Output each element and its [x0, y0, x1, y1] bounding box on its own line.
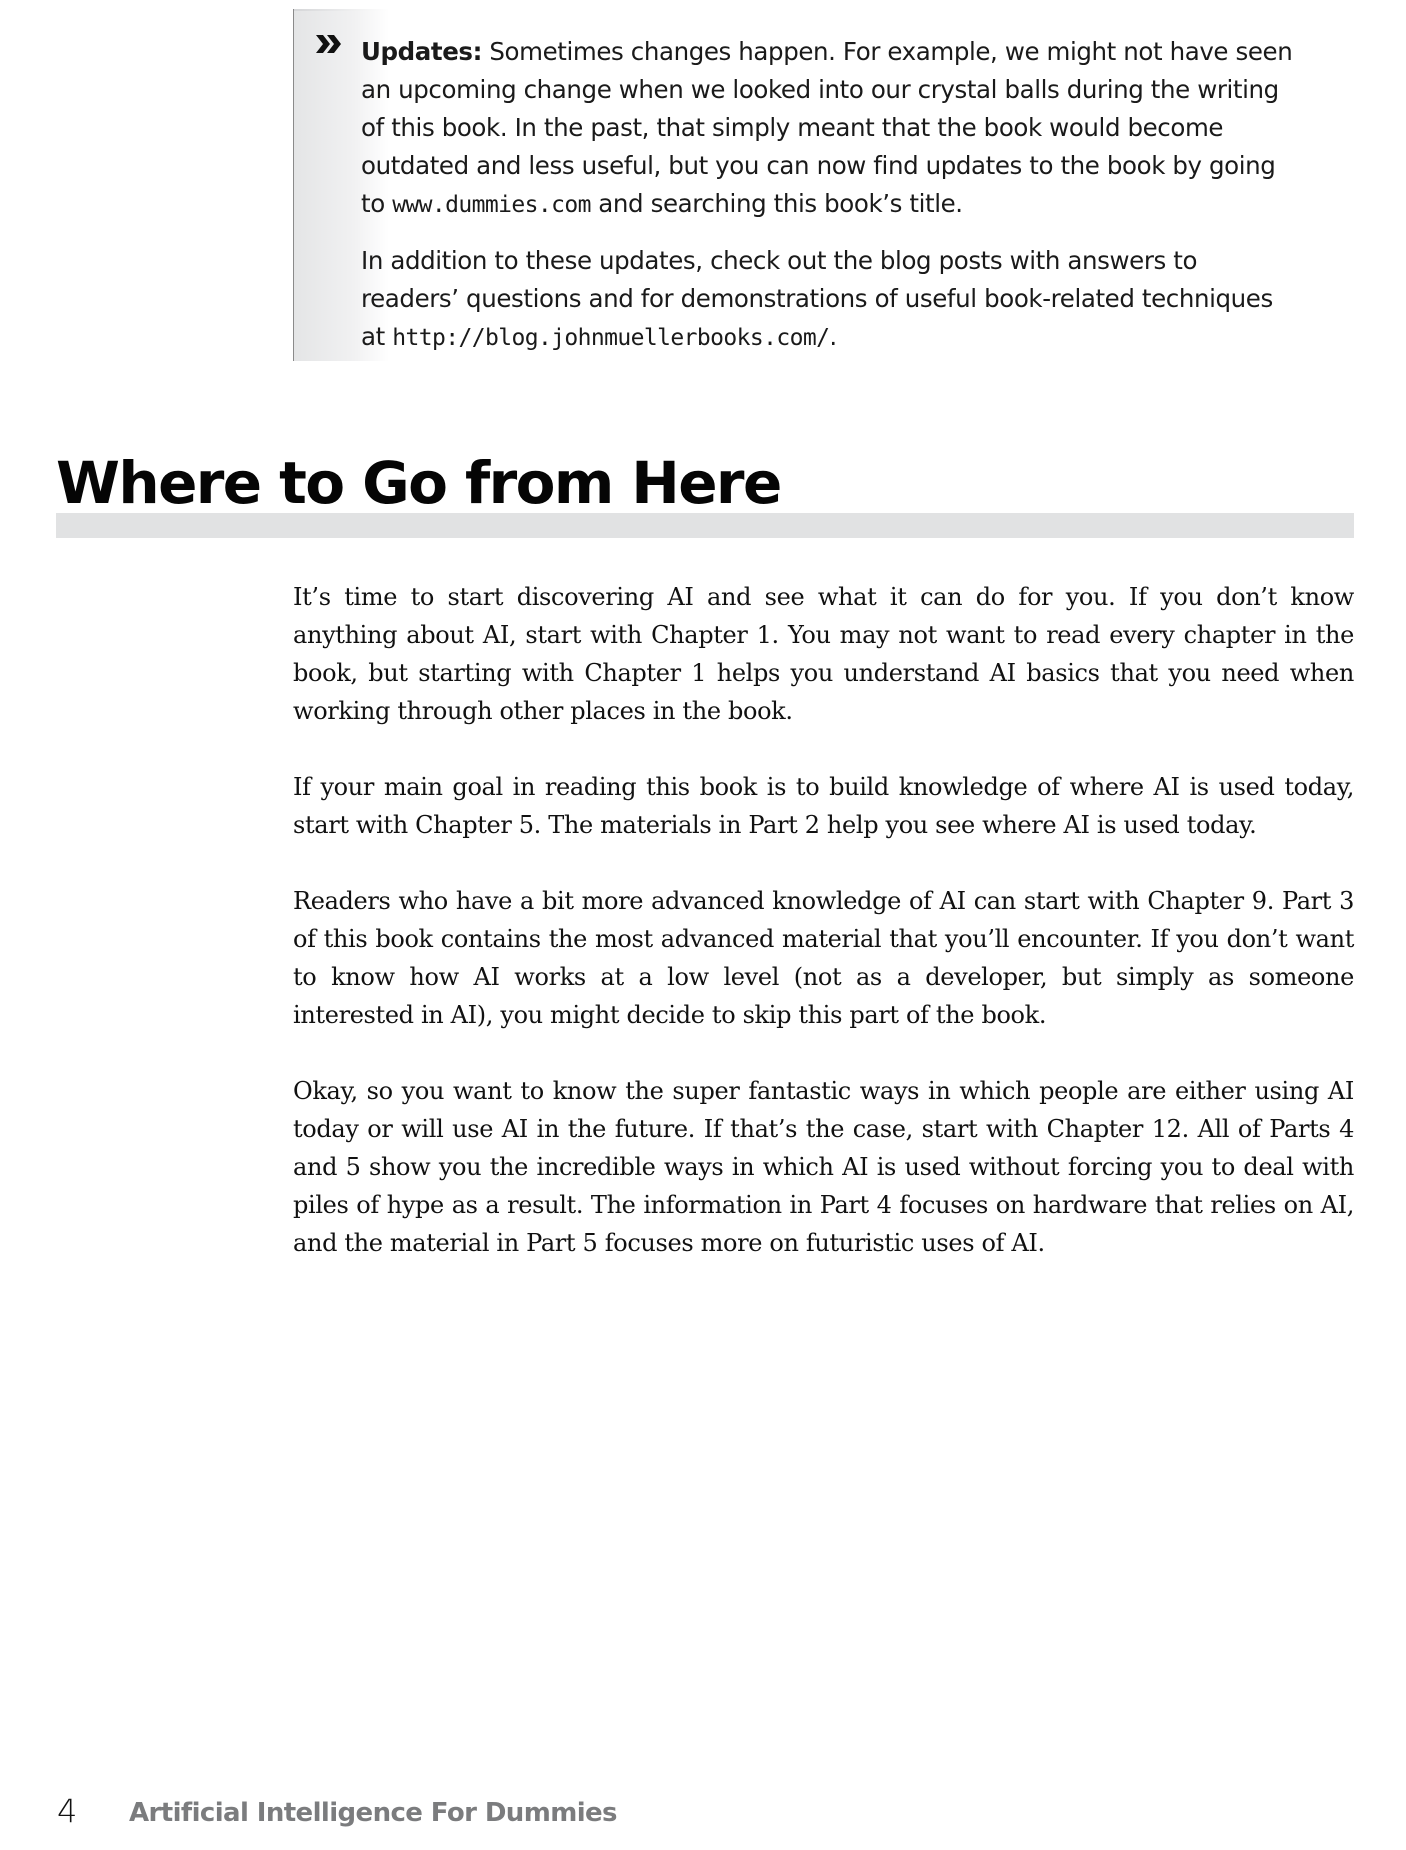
page-number: 4 — [57, 1792, 78, 1830]
tip-label: Updates: — [361, 37, 483, 66]
section-heading: Where to Go from Here — [56, 449, 781, 517]
body-paragraph: It’s time to start discovering AI and see what it can do for you. If you don’t know anything about AI, start with Chapter 1. You may not want to read every chapter in the book, but starting with Chapter 1 helps you understand AI basics that you need when working through other places in the book. — [293, 583, 1354, 725]
running-book-title: Artificial Intelligence For Dummies — [129, 1798, 617, 1828]
tip-paragraph-blog — [361, 242, 1301, 357]
body-paragraph: If your main goal in reading this book is to build knowledge of where AI is used today, start with Chapter 5. The materials in Part 2 help you see where AI is used today. — [293, 773, 1354, 839]
body-paragraph: Readers who have a bit more advanced knowledge of AI can start with Chapter 9. Part 3 of this book contains the most advanced material that you’ll encounter. If you don’t want to know how AI works at a low level (not as a developer, but simply as someone interested in AI), you might decide to skip this part of the book. — [293, 887, 1354, 1029]
tip-text-segment: and searching this book’s title. — [590, 189, 963, 218]
body-paragraph: Okay, so you want to know the super fantastic ways in which people are either using AI today or will use AI in the future. If that’s the case, start with Chapter 12. All of Parts 4 and 5 show you the incredible ways in which AI is used without forcing you to deal with piles of hype as a result. The information in Part 4 focuses on hardware that relies on AI, and the material in Part 5 focuses more on futuristic uses of AI. — [293, 1077, 1354, 1257]
tip-text — [361, 33, 1301, 357]
section-body — [293, 578, 1354, 1300]
tip-text-segment: Sometimes changes happen. For example, we might not have seen an upcoming change when we looked into our crystal balls during the writing of this book. In the past, that simply meant that the book would become outdated and less useful, but you can now find updates to the book by going to — [361, 37, 1293, 218]
double-chevron-right-icon — [314, 33, 344, 55]
dummies-link[interactable]: www.dummies.com — [392, 192, 591, 218]
tip-paragraph-updates — [361, 33, 1301, 224]
tip-text-segment: . — [829, 322, 837, 351]
updates-tip-box — [293, 9, 1364, 361]
blog-link[interactable]: http://blog.johnmuellerbooks.com/ — [392, 325, 830, 351]
tip-text-segment: In addition to these updates, check out the blog posts with answers to readers’ questions and for demonstrations of useful book-related techniques at — [361, 246, 1273, 351]
